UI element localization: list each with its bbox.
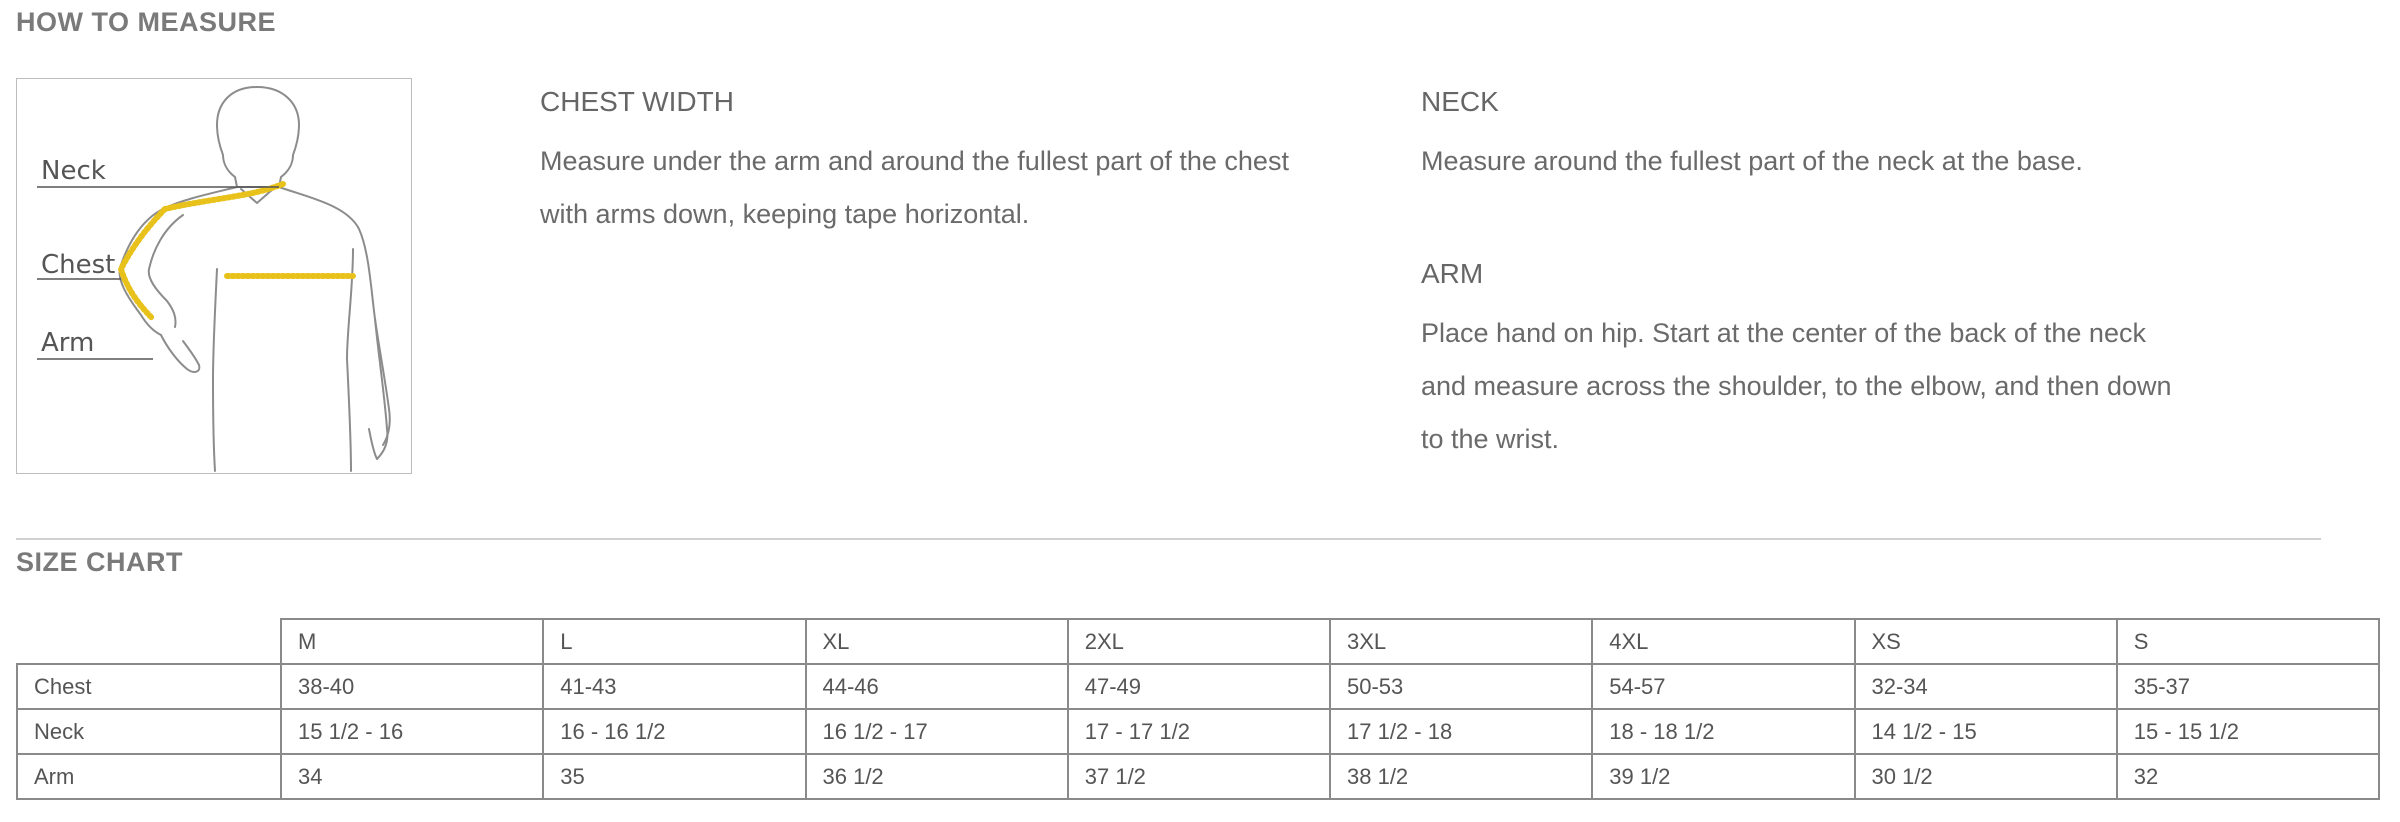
- arm-line: Place hand on hip. Start at the center of the back of the neck: [1421, 318, 2146, 348]
- size-header-cell: L: [543, 619, 805, 664]
- neck-description: [1421, 135, 2321, 188]
- chest-width-line: with arms down, keeping tape horizontal.: [540, 199, 1030, 229]
- table-cell: 50-53: [1330, 664, 1592, 709]
- table-cell: 39 1/2: [1592, 754, 1854, 799]
- measurement-figure: [16, 78, 412, 474]
- chest-width-heading: CHEST WIDTH: [540, 86, 734, 117]
- arm-description: [1421, 307, 2321, 466]
- size-header-cell: 3XL: [1330, 619, 1592, 664]
- body-outline-illustration: [17, 79, 411, 473]
- table-cell: 32-34: [1855, 664, 2117, 709]
- table-cell: 47-49: [1068, 664, 1330, 709]
- section-divider: [16, 538, 2321, 540]
- table-row: [17, 754, 2379, 799]
- table-cell: 18 - 18 1/2: [1592, 709, 1854, 754]
- figure-label-arm: Arm: [41, 328, 95, 358]
- table-cell: 38-40: [281, 664, 543, 709]
- table-cell: 30 1/2: [1855, 754, 2117, 799]
- arm-section: [1421, 257, 2321, 466]
- row-label: Chest: [17, 664, 281, 709]
- row-label: Neck: [17, 709, 281, 754]
- table-cell: 38 1/2: [1330, 754, 1592, 799]
- neck-section: [1421, 85, 2321, 188]
- table-cell: 15 1/2 - 16: [281, 709, 543, 754]
- size-header-cell: 4XL: [1592, 619, 1854, 664]
- chest-width-description: [540, 135, 1360, 241]
- size-header-cell: XS: [1855, 619, 2117, 664]
- table-cell: 35: [543, 754, 805, 799]
- size-header-cell: M: [281, 619, 543, 664]
- size-header-cell: XL: [806, 619, 1068, 664]
- table-cell: 15 - 15 1/2: [2117, 709, 2379, 754]
- table-cell: 37 1/2: [1068, 754, 1330, 799]
- size-chart-title: SIZE CHART: [16, 547, 183, 577]
- size-header-cell: 2XL: [1068, 619, 1330, 664]
- figure-label-neck: Neck: [41, 156, 106, 186]
- corner-cell: [17, 619, 281, 664]
- table-cell: 36 1/2: [806, 754, 1068, 799]
- row-label: Arm: [17, 754, 281, 799]
- table-cell: 54-57: [1592, 664, 1854, 709]
- table-cell: 17 1/2 - 18: [1330, 709, 1592, 754]
- arm-line: to the wrist.: [1421, 424, 1560, 454]
- table-cell: 17 - 17 1/2: [1068, 709, 1330, 754]
- table-cell: 16 - 16 1/2: [543, 709, 805, 754]
- chest-width-section: [540, 85, 1360, 241]
- size-header-cell: S: [2117, 619, 2379, 664]
- table-row: [17, 709, 2379, 754]
- neck-line: Measure around the fullest part of the neck at the base.: [1421, 146, 2083, 176]
- how-to-measure-title: HOW TO MEASURE: [16, 7, 277, 37]
- table-cell: 44-46: [806, 664, 1068, 709]
- table-cell: 35-37: [2117, 664, 2379, 709]
- chest-width-line: Measure under the arm and around the fullest part of the chest: [540, 146, 1289, 176]
- table-cell: 34: [281, 754, 543, 799]
- table-cell: 41-43: [543, 664, 805, 709]
- neck-heading: NECK: [1421, 86, 1499, 117]
- arm-line: and measure across the shoulder, to the elbow, and then down: [1421, 371, 2172, 401]
- table-cell: 32: [2117, 754, 2379, 799]
- table-cell: 14 1/2 - 15: [1855, 709, 2117, 754]
- figure-label-chest: Chest: [41, 250, 116, 280]
- size-header-row: [17, 619, 2379, 664]
- size-chart-table: [16, 618, 2380, 800]
- arm-heading: ARM: [1421, 258, 1484, 289]
- table-cell: 16 1/2 - 17: [806, 709, 1068, 754]
- table-row: [17, 664, 2379, 709]
